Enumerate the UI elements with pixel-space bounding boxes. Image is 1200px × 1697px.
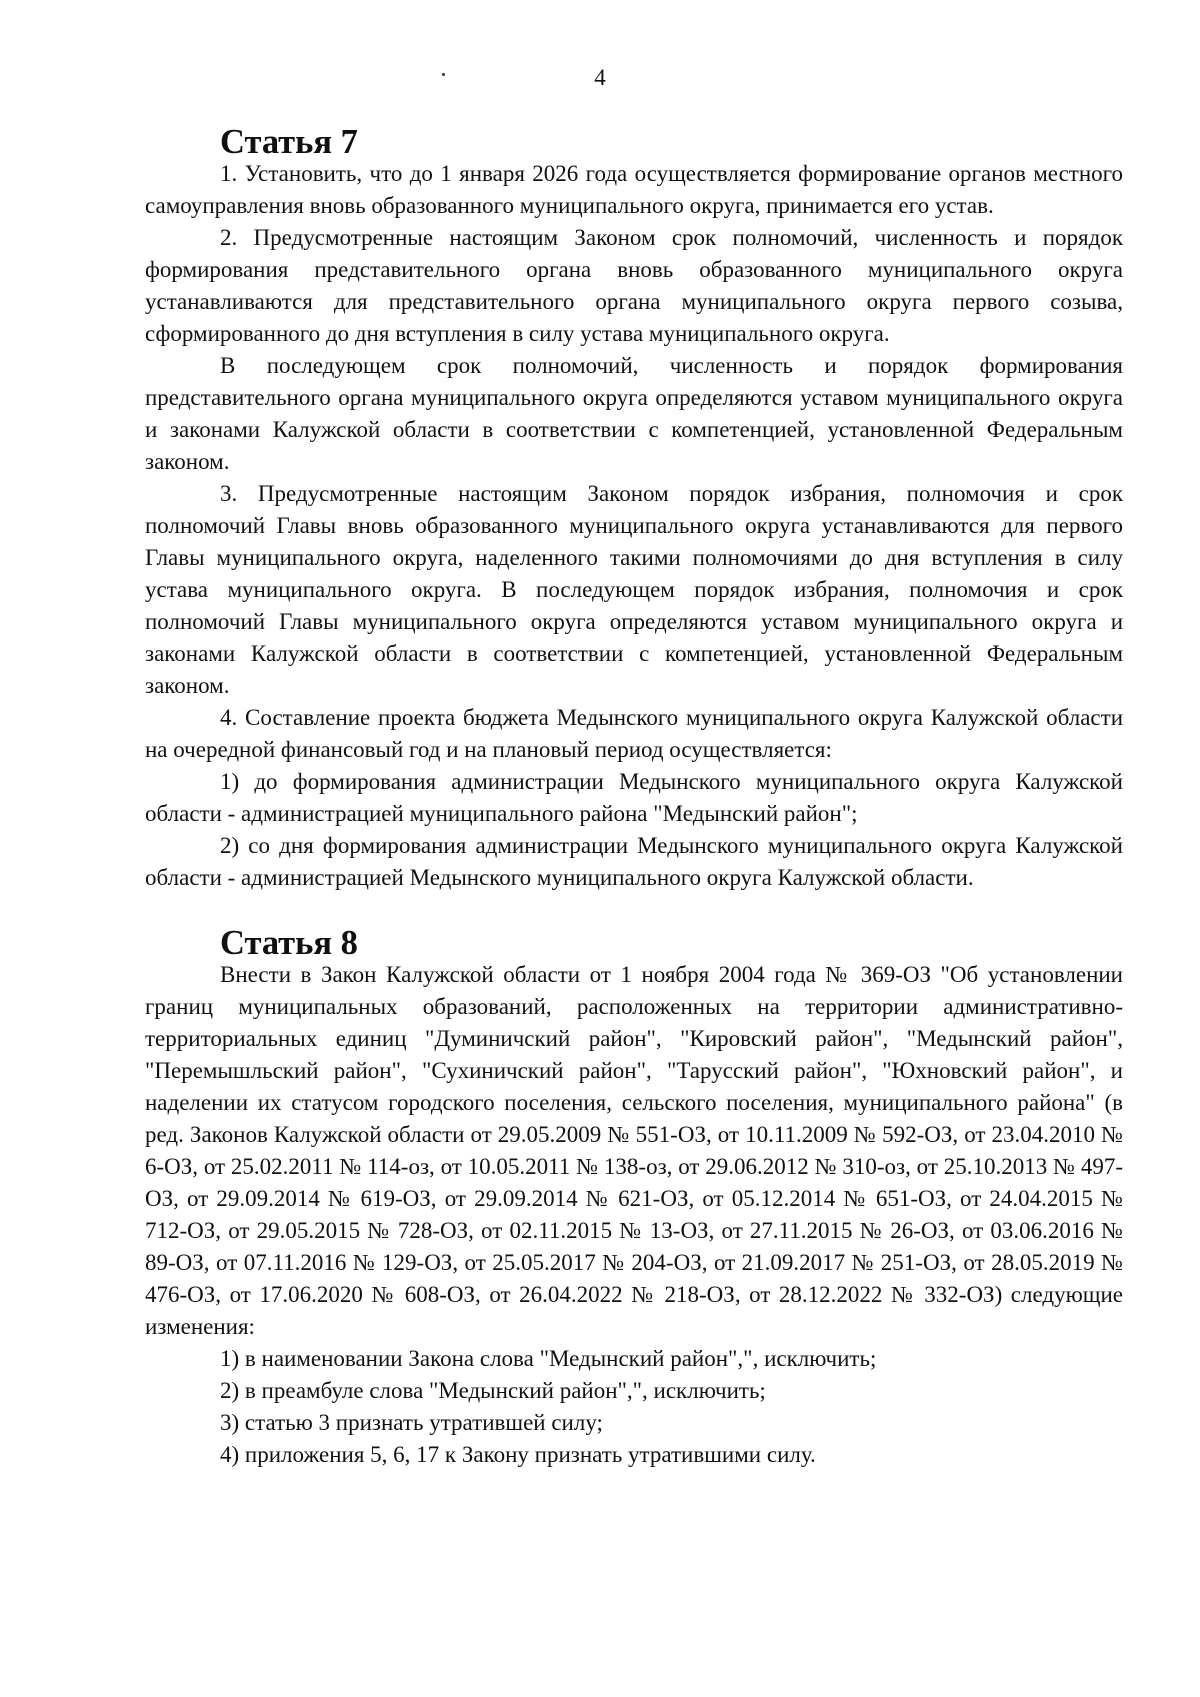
amendment-list xyxy=(145,1343,1123,1471)
article-heading: Статья 7 xyxy=(220,123,358,161)
article-paragraph: 2) со дня формирования администрации Медынского муниципального округа Калужской области - администрацией Медынского муниципального округа Калужской области. xyxy=(145,833,1123,890)
article-paragraph: Внести в Закон Калужской области от 1 ноября 2004 года № 369-ОЗ "Об установлении границ муниципальных образований, расположенных на территории административно-территориальных единиц "Думиничский район", "Кировский район", "Медынский район", "Перемышльский район", "Сухиничский район", "Тарусский район", "Юхновский район", и наделении их статусом городского поселения, сельского поселения, муниципального района" (в ред. Законов Калужской области от 29.05.2009 № 551-ОЗ, от 10.11.2009 № 592-ОЗ, от 23.04.2010 № 6-ОЗ, от 25.02.2011 № 114-оз, от 10.05.2011 № 138-оз, от 29.06.2012 № 310-оз, от 25.10.2013 № 497-ОЗ, от 29.09.2014 № 619-ОЗ, от 29.09.2014 № 621-ОЗ, от 05.12.2014 № 651-ОЗ, от 24.04.2015 № 712-ОЗ, от 29.05.2015 № 728-ОЗ, от 02.11.2015 № 13-ОЗ, от 27.11.2015 № 26-ОЗ, от 03.06.2016 № 89-ОЗ, от 07.11.2016 № 129-ОЗ, от 25.05.2017 № 204-ОЗ, от 21.09.2017 № 251-ОЗ, от 28.05.2019 № 476-ОЗ, от 17.06.2020 № 608-ОЗ, от 26.04.2022 № 218-ОЗ, от 28.12.2022 № 332-ОЗ) следующие изменения: xyxy=(145,962,1123,1339)
document-body xyxy=(145,123,1123,1471)
section-gap xyxy=(145,894,1123,927)
article-paragraph: 2. Предусмотренные настоящим Законом срок полномочий, численность и порядок формирования представительного органа вновь образованного муниципального округа устанавливаются для представительного органа муниципального округа первого созыва, сформированного до дня вступления в силу устава муниципального округа. xyxy=(145,225,1123,346)
article-paragraph: 1) до формирования администрации Медынского муниципального округа Калужской области - администрацией муниципального района "Медынский район"; xyxy=(145,769,1123,826)
article-paragraph: 3. Предусмотренные настоящим Законом порядок избрания, полномочия и срок полномочий Главы вновь образованного муниципального округа устанавливаются для первого Главы муниципального округа, наделенного такими полномочиями до дня вступления в силу устава муниципального округа. В последующем порядок избрания, полномочия и срок полномочий Главы муниципального округа определяются уставом муниципального округа и законами Калужской области в соответствии с компетенцией, установленной Федеральным законом. xyxy=(145,481,1123,698)
list-item: 1) в наименовании Закона слова "Медынский район",", исключить; xyxy=(220,1346,877,1371)
list-item: 2) в преамбуле слова "Медынский район",", исключить; xyxy=(220,1378,766,1403)
list-item: 4) приложения 5, 6, 17 к Закону признать утратившими силу. xyxy=(220,1442,816,1467)
list-item: 3) статью 3 признать утратившей силу; xyxy=(220,1410,603,1435)
article-7 xyxy=(145,123,1123,894)
article-paragraph: 1. Установить, что до 1 января 2026 года осуществляется формирование органов местного самоуправления вновь образованного муниципального округа, принимается его устав. xyxy=(145,161,1123,218)
article-heading: Статья 8 xyxy=(220,924,358,962)
page-number: 4 xyxy=(594,65,606,90)
article-paragraph: 4. Составление проекта бюджета Медынского муниципального округа Калужской области на очередной финансовый год и на плановый период осуществляется: xyxy=(145,705,1123,762)
article-paragraph: В последующем срок полномочий, численность и порядок формирования представительного органа муниципального округа определяются уставом муниципального округа и законами Калужской области в соответствии с компетенцией, установленной Федеральным законом. xyxy=(145,353,1123,474)
article-8 xyxy=(145,924,1123,1471)
scan-artifact-dot xyxy=(442,73,445,76)
